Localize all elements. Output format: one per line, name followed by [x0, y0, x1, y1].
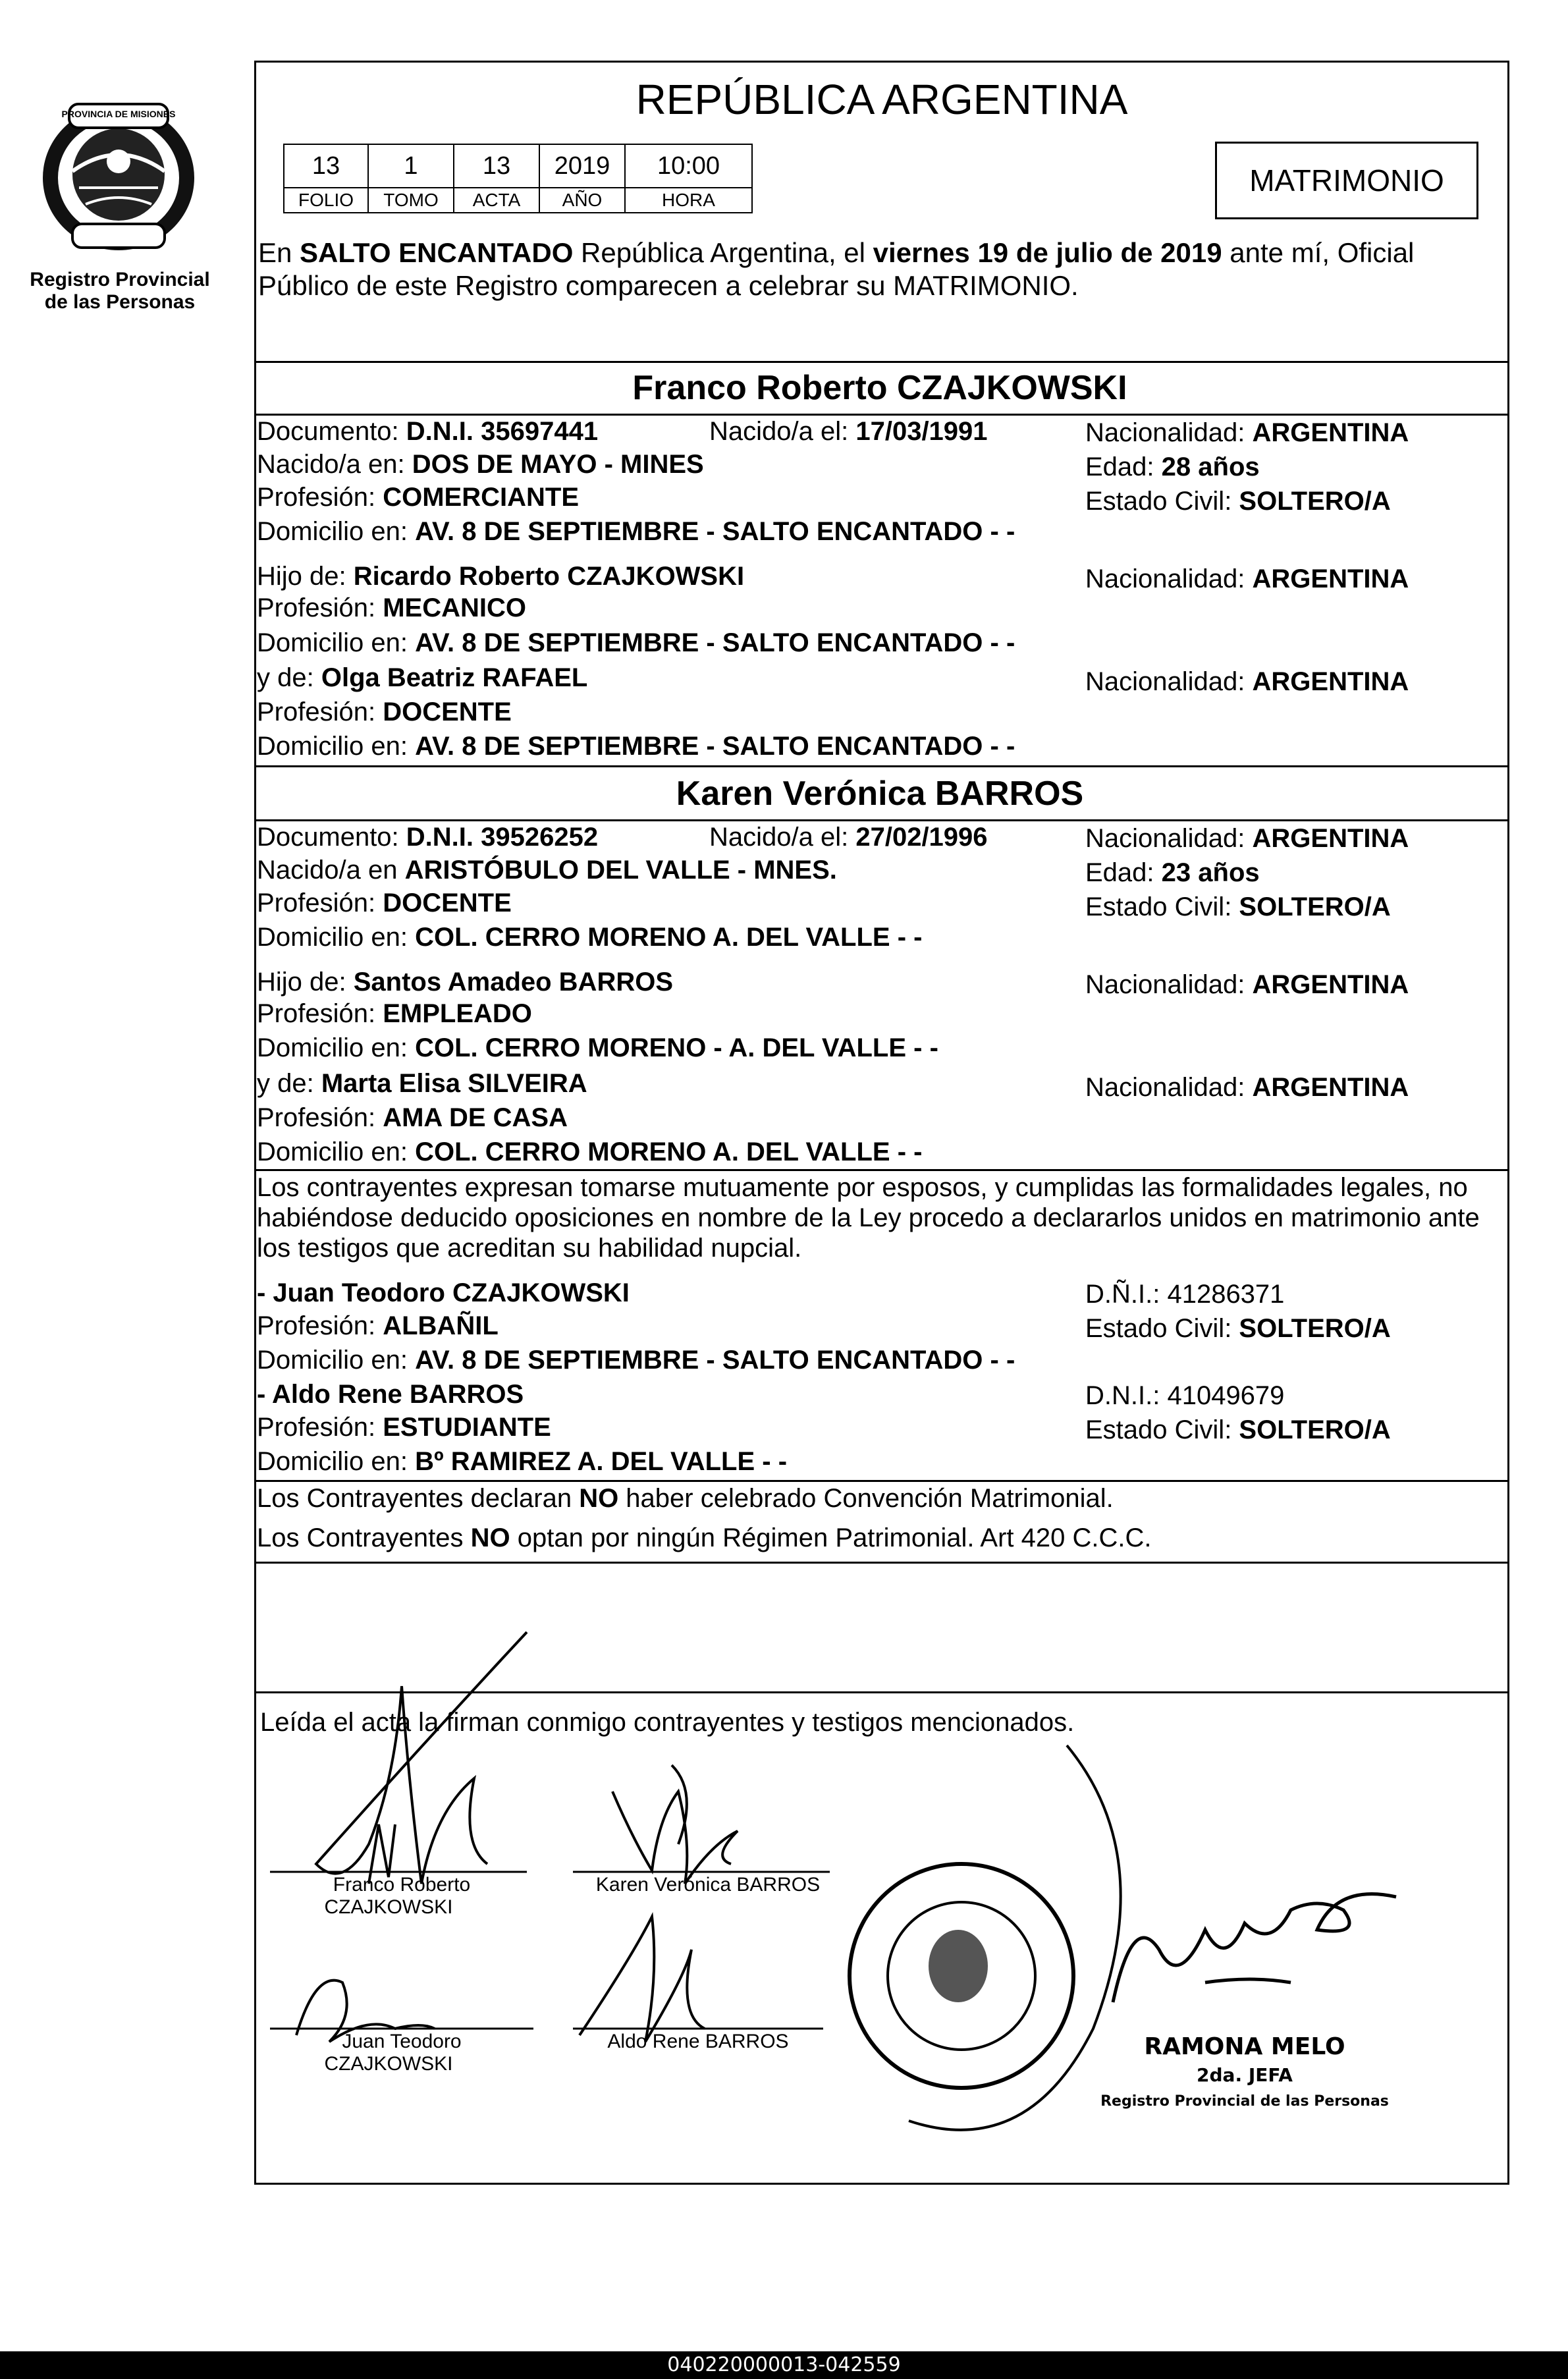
- intro-date: viernes 19 de julio de 2019: [873, 237, 1222, 268]
- declaration-line3: los testigos que acreditan su habilidad nupcial.: [257, 1234, 802, 1263]
- groom-signature-icon: [316, 1632, 527, 1884]
- bride-signature-caption: Karen Verónica BARROS: [595, 1874, 821, 1896]
- bride-mother-profession: Profesión: AMA DE CASA: [257, 1103, 568, 1132]
- officer-name: RAMONA MELO: [1144, 2033, 1345, 2060]
- bride-profession: Profesión: DOCENTE: [257, 889, 512, 917]
- bride-age: Edad: 23 años: [1085, 858, 1260, 887]
- bride-mother: y de: Marta Elisa SILVEIRA: [257, 1069, 587, 1098]
- acta-label: ACTA: [453, 187, 540, 213]
- witness2-signature-icon: [580, 1917, 705, 2042]
- witness1-profession: Profesión: ALBAÑIL: [257, 1311, 499, 1340]
- convention-line2: Los Contrayentes NO optan por ningún Régimen Patrimonial. Art 420 C.C.C.: [257, 1523, 1152, 1552]
- witness1-address: Domicilio en: AV. 8 DE SEPTIEMBRE - SALTO ENCANTADO - -: [257, 1346, 1015, 1375]
- acta-value: 13: [453, 144, 540, 188]
- bride-mother-address: Domicilio en: COL. CERRO MORENO A. DEL VALLE - -: [257, 1137, 923, 1166]
- declaration-line2: habiéndose deducido oposiciones en nombre de la Ley procedo a declararlos unidos en matrimonio ante: [257, 1203, 1480, 1232]
- groom-born-in: Nacido/a en: DOS DE MAYO - MINES: [257, 450, 704, 479]
- groom-mother-nationality: Nacionalidad: ARGENTINA: [1085, 667, 1409, 696]
- groom-father-address: Domicilio en: AV. 8 DE SEPTIEMBRE - SALTO ENCANTADO - -: [257, 628, 1015, 657]
- groom-signature-caption-line2: CZAJKOWSKI: [324, 1896, 453, 1918]
- witness2-address: Domicilio en: Bº RAMIREZ A. DEL VALLE - -: [257, 1447, 788, 1476]
- witness1-dni: D.Ñ.I.: 41286371: [1085, 1280, 1285, 1309]
- officer-office: Registro Provincial de las Personas: [1100, 2093, 1389, 2110]
- bride-mother-nationality: Nacionalidad: ARGENTINA: [1085, 1073, 1409, 1102]
- bride-address: Domicilio en: COL. CERRO MORENO A. DEL VALLE - -: [257, 923, 923, 952]
- intro-line1: En SALTO ENCANTADO República Argentina, el viernes 19 de julio de 2019 ante mí, Oficial: [258, 237, 1415, 268]
- officer-role: 2da. JEFA: [1197, 2064, 1293, 2086]
- groom-name: Franco Roberto CZAJKOWSKI: [632, 369, 1127, 407]
- witness1-civil-status: Estado Civil: SOLTERO/A: [1085, 1314, 1391, 1343]
- declaration-line1: Los contrayentes expresan tomarse mutuamente por esposos, y cumplidas las formalidades legales, no: [257, 1173, 1468, 1202]
- ano-value: 2019: [539, 144, 626, 188]
- footer-bar: [0, 2351, 1568, 2379]
- hora-label: HORA: [624, 187, 753, 213]
- bride-nationality: Nacionalidad: ARGENTINA: [1085, 824, 1409, 853]
- groom-profession: Profesión: COMERCIANTE: [257, 483, 579, 512]
- witness2-civil-status: Estado Civil: SOLTERO/A: [1085, 1415, 1391, 1444]
- groom-father-nationality: Nacionalidad: ARGENTINA: [1085, 564, 1409, 593]
- witness2-signature-caption: Aldo Rene BARROS: [607, 2031, 789, 2052]
- groom-father-profession: Profesión: MECANICO: [257, 593, 526, 622]
- convention-line1: Los Contrayentes declaran NO haber celebrado Convención Matrimonial.: [257, 1484, 1114, 1513]
- officer-signature-icon: [1113, 1894, 1396, 2002]
- groom-document: Documento: D.N.I. 35697441: [257, 417, 599, 446]
- groom-nationality: Nacionalidad: ARGENTINA: [1085, 418, 1409, 447]
- groom-father: Hijo de: Ricardo Roberto CZAJKOWSKI: [257, 562, 745, 591]
- bride-father-profession: Profesión: EMPLEADO: [257, 999, 532, 1028]
- bride-civil-status: Estado Civil: SOLTERO/A: [1085, 892, 1391, 921]
- bride-father-nationality: Nacionalidad: ARGENTINA: [1085, 970, 1409, 999]
- logo-caption-line2: de las Personas: [44, 291, 196, 313]
- groom-civil-status: Estado Civil: SOLTERO/A: [1085, 487, 1391, 516]
- groom-age: Edad: 28 años: [1085, 452, 1260, 481]
- footer-code: 040220000013-042559: [667, 2353, 901, 2376]
- groom-mother-profession: Profesión: DOCENTE: [257, 697, 512, 726]
- tomo-value: 1: [367, 144, 454, 188]
- groom-born-on: Nacido/a el: 17/03/1991: [709, 417, 988, 446]
- logo-caption-line1: Registro Provincial: [30, 269, 210, 290]
- official-stamp-icon: [850, 1745, 1121, 2130]
- groom-mother-address: Domicilio en: AV. 8 DE SEPTIEMBRE - SALTO ENCANTADO - -: [257, 732, 1015, 761]
- witness1-signature-caption-line2: CZAJKOWSKI: [324, 2053, 453, 2075]
- witness2-name: - Aldo Rene BARROS: [257, 1380, 524, 1409]
- ano-label: AÑO: [539, 187, 626, 213]
- witness2-dni: D.N.I.: 41049679: [1085, 1381, 1285, 1410]
- bride-father-address: Domicilio en: COL. CERRO MORENO - A. DEL VALLE - -: [257, 1033, 938, 1062]
- hora-value: 10:00: [624, 144, 753, 188]
- bride-born-in: Nacido/a en ARISTÓBULO DEL VALLE - MNES.: [257, 856, 837, 885]
- groom-mother: y de: Olga Beatriz RAFAEL: [257, 663, 588, 692]
- closing-statement: Leída el acta la firman conmigo contrayentes y testigos mencionados.: [260, 1708, 1075, 1737]
- witness1-name: - Juan Teodoro CZAJKOWSKI: [257, 1278, 630, 1307]
- folio-value: 13: [283, 144, 369, 188]
- witness2-profession: Profesión: ESTUDIANTE: [257, 1413, 551, 1442]
- intro-place: SALTO ENCANTADO: [300, 237, 574, 268]
- folio-label: FOLIO: [283, 187, 369, 213]
- groom-address: Domicilio en: AV. 8 DE SEPTIEMBRE - SALTO ENCANTADO - -: [257, 517, 1015, 546]
- tomo-label: TOMO: [367, 187, 454, 213]
- witness1-signature-caption-line1: Juan Teodoro: [342, 2031, 462, 2052]
- intro-line2: Público de este Registro comparecen a celebrar su MATRIMONIO.: [258, 270, 1079, 301]
- groom-signature-caption-line1: Franco Roberto: [333, 1874, 471, 1896]
- bride-born-on: Nacido/a el: 27/02/1996: [709, 823, 988, 852]
- logo-ring-text: PROVINCIA DE MISIONES: [61, 109, 176, 119]
- bride-signature-icon: [612, 1765, 738, 1884]
- bride-document: Documento: D.N.I. 39526252: [257, 823, 599, 852]
- bride-father: Hijo de: Santos Amadeo BARROS: [257, 968, 674, 997]
- page-title: REPÚBLICA ARGENTINA: [635, 76, 1128, 123]
- bride-name: Karen Verónica BARROS: [676, 775, 1084, 813]
- act-type: MATRIMONIO: [1249, 163, 1444, 198]
